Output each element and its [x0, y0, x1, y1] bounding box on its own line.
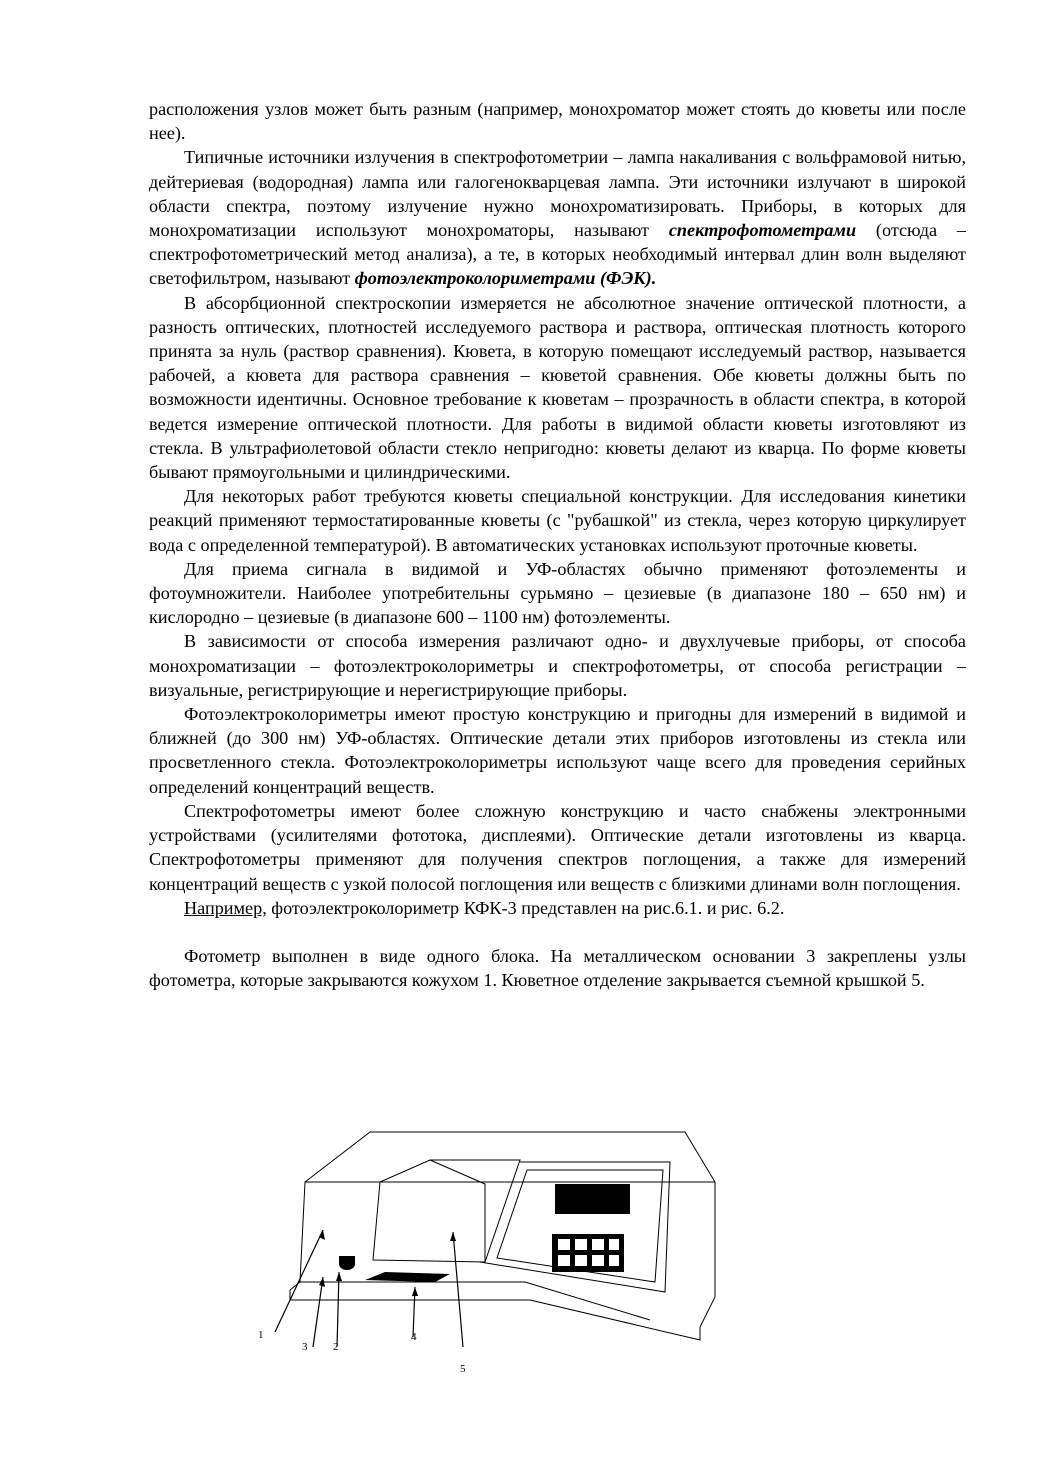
term-photocolorimeters: фотоэлектроколориметрами (ФЭК). — [354, 268, 657, 289]
paragraph-5: Для приема сигнала в видимой и УФ-областях обычно применяют фотоэлементы и фотоумножители. Наиболее употребительны сурьмяно – цезиевые (в диапазоне 180 – 650 нм) и кислородно – цезиевые (в диапазоне 600 – 1100 нм) фотоэлементы. — [149, 558, 966, 628]
callout-4: 4 — [411, 1331, 417, 1343]
term-spectrophotometers: спектрофотометрами — [668, 220, 857, 241]
lid-outline — [305, 1132, 715, 1182]
paragraph-7: Фотоэлектроколориметры имеют простую конструкцию и пригодны для измерений в видимой и ближней (до 300 нм) УФ-областях. Оптические детали этих приборов изготовлены из стекла или просветленного стекла. Фотоэлектроколориметры используют чаще всего для проведения серийных определений концентраций веществ. — [149, 704, 966, 797]
display-screen — [555, 1184, 630, 1214]
leader-5 — [453, 1232, 463, 1347]
leader-1 — [275, 1230, 323, 1332]
photometer-drawing — [255, 1122, 725, 1382]
paragraph-4: Для некоторых работ требуются кюветы специальной конструкции. Для исследования кинетики реакций применяют термостатированные кюветы (с "рубашкой" из стекла, через которую циркулирует вода с определенной температурой). В автоматических установках используют проточные кюветы. — [149, 486, 966, 555]
leader-2 — [337, 1272, 339, 1347]
front-base — [290, 1290, 700, 1340]
front-face-top — [300, 1282, 650, 1320]
paragraph-6: В зависимости от способа измерения различают одно- и двухлучевые приборы, от способа монохроматизации – фотоэлектроколориметры и спектрофотометры, от способа регистрации – визуальные, регистрирующие и нерегистрирующие приборы. — [149, 631, 966, 700]
cuvette-cover — [373, 1160, 520, 1262]
paragraph-9 — [149, 896, 966, 920]
paragraph-8: Спектрофотометры имеют более сложную конструкцию и часто снабжены электронными устройствами (усилителями фототока, дисплеями). Оптические детали изготовлены из кварца. Спектрофотометры применяют для получения спектров поглощения, а также для измерений концентраций веществ с узкой полосой поглощения или веществ с близкими длинами волн поглощения. — [149, 800, 966, 894]
leader-3 — [313, 1277, 323, 1347]
paragraph-3: В абсорбционной спектроскопии измеряется не абсолютное значение оптической плотности, а разность оптических, плотностей исследуемого раствора и раствора, оптическая плотность которого принята за нуль (раствор сравнения). Кювета, в которую помещают исследуемый раствор, называется рабочей, а кювета для раствора сравнения – кюветой сравнения. Обе кюветы должны быть по возможности идентичны. Основное требование к кюветам – прозрачность в области спектра, в которой ведется измерение оптической плотности. Для работы в видимой области кюветы изготовляют из стекла. В ультрафиолетовой области стекло непригодно: кюветы делают из кварца. По форме кюветы бывают прямоугольными и цилиндрическими. — [149, 292, 966, 483]
paragraph-2-text-a: Типичные источники излучения в спектрофотометрии – лампа накаливания с вольфрамовой нитью, дейтериевая (водородная) лампа или галогенокварцевая лампа. Эти источники излучают в широкой области спектра, поэтому излучение нужно монохроматизировать. Приборы, в которых для монохроматизации используют монохроматоры, называют — [149, 147, 966, 241]
callout-1: 1 — [258, 1329, 264, 1341]
document-page — [149, 97, 966, 992]
paragraph-2-text-b: (отсюда – спектрофотометрический метод анализа), а те, в которых необходимый интервал длин волн выделяют светофильтром, называют — [149, 220, 966, 289]
slider — [365, 1272, 450, 1282]
callout-5: 5 — [460, 1363, 466, 1375]
photometer-figure — [255, 1122, 725, 1382]
paragraph-10: Фотометр выполнен в виде одного блока. На металлическом основании 3 закреплены узлы фотометра, которые закрываются кожухом 1. Кюветное отделение закрывается съемной крышкой 5. — [149, 945, 966, 991]
paragraph-2 — [149, 145, 966, 290]
callout-3: 3 — [302, 1341, 308, 1353]
right-side — [700, 1182, 715, 1327]
paragraph-1: расположения узлов может быть разным (например, монохроматор может стоять до кюветы или после нее). — [149, 99, 966, 144]
paragraph-9-text: фотоэлектроколориметр КФК-3 представлен на рис.6.1. и рис. 6.2. — [266, 897, 785, 918]
keypad — [553, 1235, 623, 1271]
callout-2: 2 — [333, 1341, 339, 1353]
paragraph-spacer — [149, 920, 966, 944]
example-underlined: Например, — [184, 897, 267, 918]
